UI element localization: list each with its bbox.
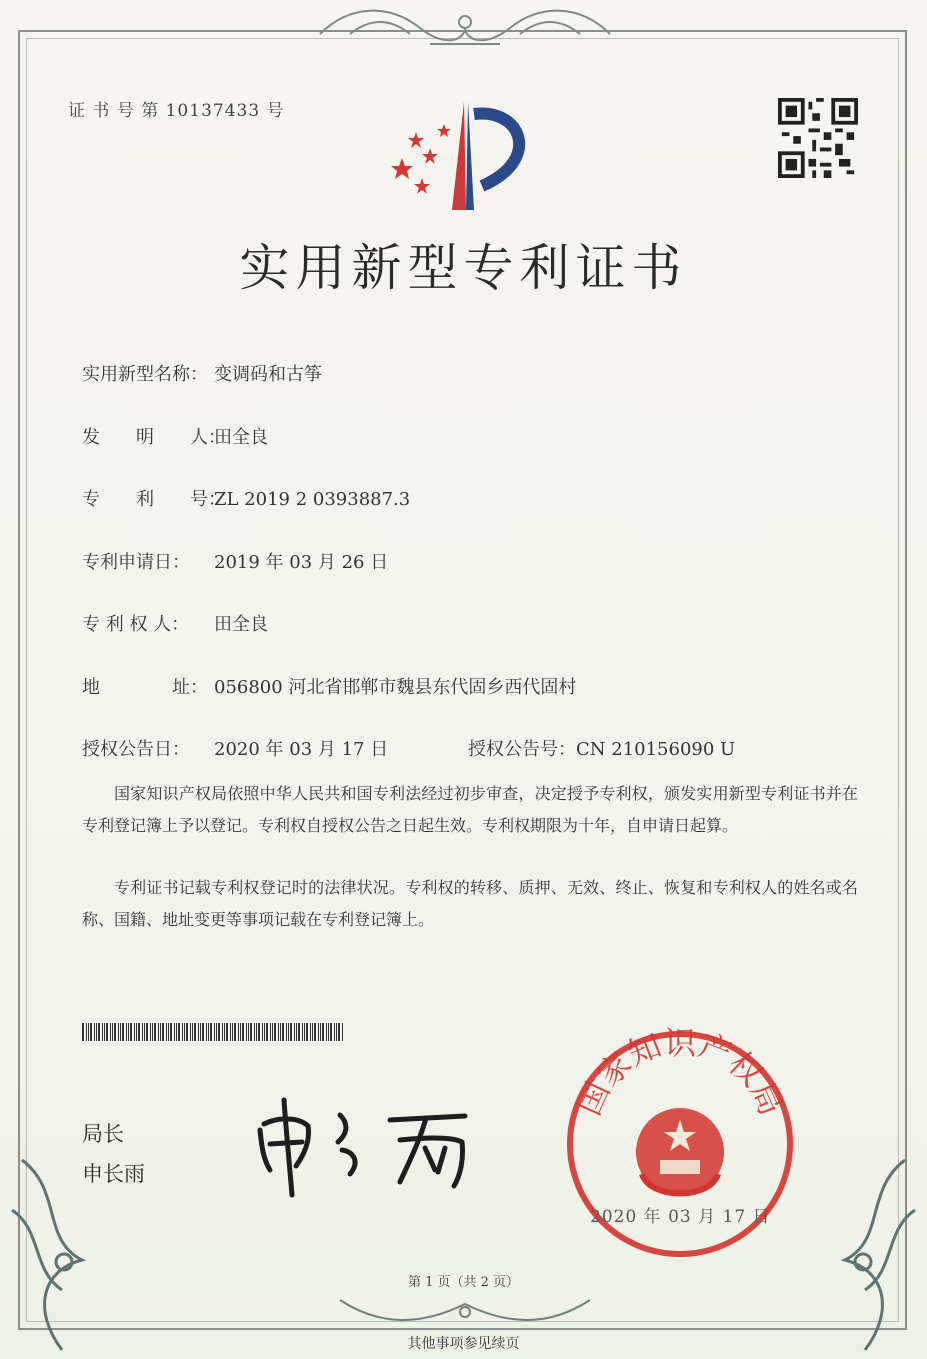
field-value: 变调码和古筝 [214, 364, 322, 385]
field-value: CN 210156090 U [576, 739, 736, 760]
seal-date: 2020 年 03 月 17 日 [590, 1207, 771, 1227]
field-utility-model-name [82, 360, 322, 386]
field-label: 实用新型名称： [82, 364, 208, 385]
field-patentee [82, 610, 268, 636]
field-label: 授权公告日： [82, 739, 190, 760]
seal-text: 国家知识产权局 [569, 1024, 791, 1121]
footer-note: 其他事项参见续页 [407, 1336, 520, 1352]
field-patent-number [82, 485, 410, 511]
field-announcement-date [82, 735, 388, 761]
corner-ornament-icon [815, 1150, 925, 1359]
statement-paragraph: 国家知识产权局依照中华人民共和国专利法经过初步审查，决定授予专利权，颁发实用新型专利证书并在专利登记簿上予以登记。专利权自授权公告之日起生效。专利权期限为十年，自申请日起算。 [82, 784, 858, 835]
barcode-icon [82, 1023, 344, 1041]
field-address [82, 673, 576, 699]
qr-code-icon [778, 98, 858, 178]
field-value: 056800 河北省邯郸市魏县东代固乡西代固村 [214, 677, 577, 698]
field-label: 专利申请日： [82, 552, 190, 573]
chief-name: 申长雨 [82, 1162, 145, 1186]
field-announcement-number [468, 735, 735, 761]
field-value: 田全良 [214, 614, 268, 635]
official-seal-icon [560, 1024, 800, 1264]
signature-icon [250, 1090, 480, 1200]
statement-paragraph: 专利证书记载专利权登记时的法律状况。专利权的转移、质押、无效、终止、恢复和专利权人的姓名或名称、国籍、地址变更等事项记载在专利登记簿上。 [82, 878, 858, 929]
svg-text:国家知识产权局 [570, 1024, 791, 1121]
top-ornament-icon [310, 4, 620, 50]
field-inventor [82, 423, 268, 449]
chief-title: 局长 [82, 1122, 124, 1146]
field-label: 专 利 号： [82, 489, 226, 510]
page-number: 第 1 页（共 2 页） [407, 1275, 520, 1290]
field-value: 2019 年 03 月 26 日 [214, 552, 389, 573]
field-value: ZL 2019 2 0393887.3 [214, 489, 411, 510]
field-label: 专 利 权 人： [82, 614, 190, 635]
certificate-title: 实用新型专利证书 [239, 239, 688, 297]
field-label: 发 明 人： [82, 427, 226, 448]
field-value: 2020 年 03 月 17 日 [214, 739, 389, 760]
field-value: 田全良 [214, 427, 268, 448]
bottom-ornament-icon [330, 1290, 600, 1330]
patent-logo-icon [382, 100, 542, 220]
field-label: 授权公告号： [468, 739, 576, 760]
national-emblem-icon [636, 1108, 724, 1196]
field-application-date [82, 548, 388, 574]
field-label: 地 址： [82, 677, 208, 698]
certificate-number: 证 书 号 第 10137433 号 [68, 101, 285, 121]
